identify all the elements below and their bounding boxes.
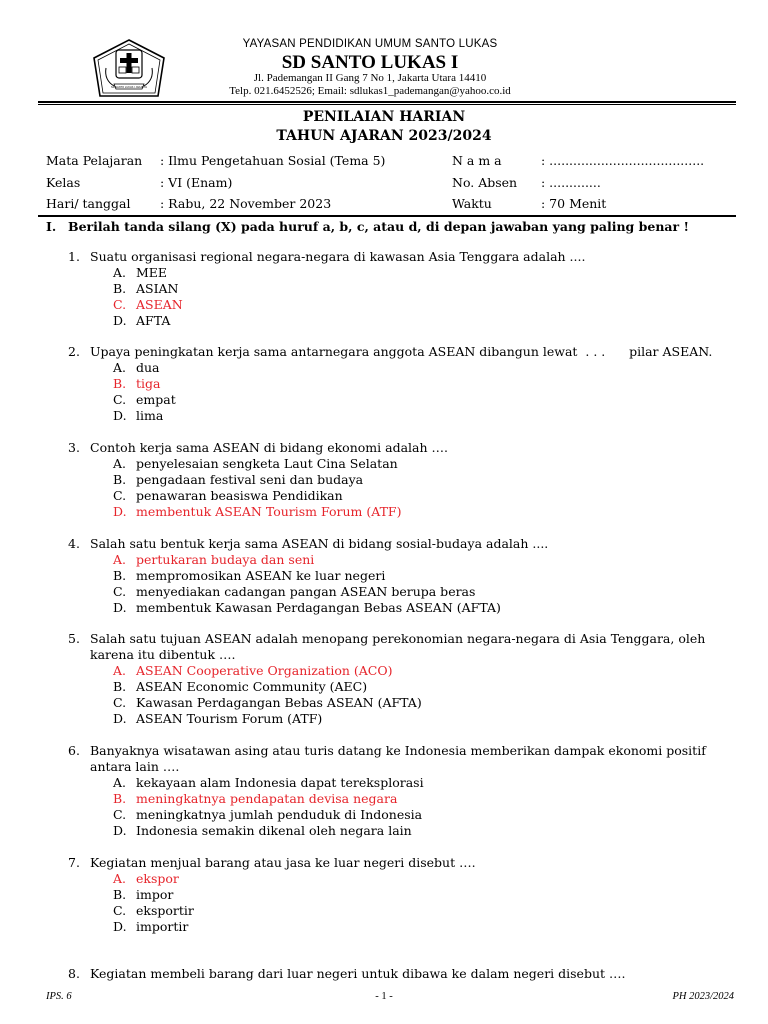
option-letter: C. xyxy=(113,392,127,407)
question-number: 6. xyxy=(68,743,80,758)
option-text: MEE xyxy=(136,265,168,280)
foundation-name: YAYASAN PENDIDIKAN UMUM SANTO LUKAS xyxy=(242,38,498,50)
question-number: 8. xyxy=(68,966,80,981)
option-text: eksportir xyxy=(136,903,194,918)
option-a-correct[interactable] xyxy=(68,663,736,679)
option-letter: D. xyxy=(113,711,127,726)
info-value-absence: : ............. xyxy=(541,175,601,190)
option-letter: D. xyxy=(113,600,127,615)
info-value-class: : VI (Enam) xyxy=(160,175,233,190)
question-number: 3. xyxy=(68,440,80,455)
option-text: penyelesaian sengketa Laut Cina Selatan xyxy=(136,456,398,471)
option-letter: D. xyxy=(113,408,127,423)
option-letter: C. xyxy=(113,903,127,918)
option-letter: B. xyxy=(113,281,127,296)
info-label-subject: Mata Pelajaran xyxy=(46,153,143,168)
option-a[interactable] xyxy=(68,265,736,281)
logo-text: SD SANTO LUKAS I JAKARTA xyxy=(110,86,148,89)
option-letter: D. xyxy=(113,313,127,328)
option-letter: C. xyxy=(113,807,127,822)
option-letter: B. xyxy=(113,791,127,806)
question-number: 2. xyxy=(68,344,80,359)
option-text: ASEAN Cooperative Organization (ACO) xyxy=(136,663,393,678)
footer-subject: IPS. 6 xyxy=(46,991,72,1002)
question-8 xyxy=(68,966,736,982)
option-text: AFTA xyxy=(136,313,171,328)
header-divider-thin xyxy=(38,104,736,105)
option-b-correct[interactable] xyxy=(68,376,736,392)
question-text: Salah satu tujuan ASEAN adalah menopang perekonomian negara-negara di Asia Tenggara, oleh karena itu dibentuk …. xyxy=(90,631,706,662)
question-text: Kegiatan membeli barang dari luar negeri untuk dibawa ke dalam negeri disebut …. xyxy=(90,966,626,981)
option-letter: B. xyxy=(113,472,127,487)
option-text: membentuk Kawasan Perdagangan Bebas ASEAN (AFTA) xyxy=(136,600,501,615)
option-c[interactable] xyxy=(68,807,736,823)
option-d-correct[interactable] xyxy=(68,504,736,520)
option-letter: D. xyxy=(113,919,127,934)
option-text: ASEAN Tourism Forum (ATF) xyxy=(136,711,323,726)
option-text: pengadaan festival seni dan budaya xyxy=(136,472,364,487)
page-number: - 1 - xyxy=(375,991,393,1002)
option-letter: B. xyxy=(113,679,127,694)
option-letter: A. xyxy=(113,360,127,375)
question-number: 7. xyxy=(68,855,80,870)
option-letter: A. xyxy=(113,456,127,471)
exam-title: PENILAIAN HARIAN xyxy=(302,109,466,125)
info-value-subject: : Ilmu Pengetahuan Sosial (Tema 5) xyxy=(160,153,386,168)
option-c[interactable] xyxy=(68,903,736,919)
option-d[interactable] xyxy=(68,711,736,727)
option-text: ASIAN xyxy=(136,281,179,296)
option-letter: B. xyxy=(113,568,127,583)
option-text: membentuk ASEAN Tourism Forum (ATF) xyxy=(136,504,402,519)
info-value-name: : ....................................... xyxy=(541,153,705,168)
question-6 xyxy=(68,743,736,839)
option-c[interactable] xyxy=(68,695,736,711)
question-number: 1. xyxy=(68,249,80,264)
option-text: Kawasan Perdagangan Bebas ASEAN (AFTA) xyxy=(136,695,422,710)
option-letter: B. xyxy=(113,887,127,902)
option-text: menyediakan cadangan pangan ASEAN berupa beras xyxy=(136,584,476,599)
option-text: pertukaran budaya dan seni xyxy=(136,552,315,567)
option-text: ekspor xyxy=(136,871,179,886)
option-text: ASEAN xyxy=(136,297,183,312)
option-letter: A. xyxy=(113,265,127,280)
question-number: 4. xyxy=(68,536,80,551)
option-letter: C. xyxy=(113,297,127,312)
option-text: meningkatnya jumlah penduduk di Indonesia xyxy=(136,807,423,822)
option-text: impor xyxy=(136,887,174,902)
option-letter: A. xyxy=(113,552,127,567)
option-b[interactable] xyxy=(68,472,736,488)
option-d[interactable] xyxy=(68,408,736,424)
school-contact: Telp. 021.6452526; Email: sdlukas1_pademangan@yahoo.co.id xyxy=(229,85,511,97)
question-text: Suatu organisasi regional negara-negara di kawasan Asia Tenggara adalah .... xyxy=(90,249,586,264)
option-text: importir xyxy=(136,919,189,934)
option-text: tiga xyxy=(136,376,161,391)
info-label-class: Kelas xyxy=(46,175,81,190)
question-text: Contoh kerja sama ASEAN di bidang ekonomi adalah …. xyxy=(90,440,448,455)
option-b[interactable] xyxy=(68,281,736,297)
option-a[interactable] xyxy=(68,775,736,791)
option-text: mempromosikan ASEAN ke luar negeri xyxy=(136,568,386,583)
option-text: penawaran beasiswa Pendidikan xyxy=(136,488,343,503)
school-year: TAHUN AJARAN 2023/2024 xyxy=(276,128,492,144)
info-label-time: Waktu xyxy=(452,196,492,211)
option-b[interactable] xyxy=(68,679,736,695)
option-text: meningkatnya pendapatan devisa negara xyxy=(136,791,398,806)
option-c[interactable] xyxy=(68,392,736,408)
school-address: Jl. Pademangan II Gang 7 No 1, Jakarta Utara 14410 xyxy=(253,72,487,84)
option-d[interactable] xyxy=(68,600,736,616)
question-text: Kegiatan menjual barang atau jasa ke luar negeri disebut …. xyxy=(90,855,476,870)
option-text: kekayaan alam Indonesia dapat tereksplorasi xyxy=(136,775,424,790)
option-letter: B. xyxy=(113,376,127,391)
option-text: ASEAN Economic Community (AEC) xyxy=(136,679,368,694)
option-text: dua xyxy=(136,360,160,375)
option-letter: C. xyxy=(113,488,127,503)
info-value-time: : 70 Menit xyxy=(541,196,607,211)
option-letter: C. xyxy=(113,695,127,710)
instruction-text: Berilah tanda silang (X) pada huruf a, b, c, atau d, di depan jawaban yang paling benar ! xyxy=(68,219,689,234)
instruction xyxy=(46,219,689,234)
option-a[interactable] xyxy=(68,360,736,376)
info-label-date: Hari/ tanggal xyxy=(46,196,131,211)
option-a-correct[interactable] xyxy=(68,871,736,887)
option-letter: A. xyxy=(113,775,127,790)
question-7 xyxy=(68,855,736,935)
option-d[interactable] xyxy=(68,823,736,839)
info-divider xyxy=(38,215,736,217)
info-value-date: : Rabu, 22 November 2023 xyxy=(160,196,332,211)
option-letter: A. xyxy=(113,663,127,678)
option-letter: D. xyxy=(113,823,127,838)
option-c[interactable] xyxy=(68,488,736,504)
instruction-number: I. xyxy=(46,219,57,234)
option-b[interactable] xyxy=(68,568,736,584)
info-label-absence: No. Absen xyxy=(452,175,518,190)
question-5 xyxy=(68,631,736,727)
option-text: Indonesia semakin dikenal oleh negara lain xyxy=(136,823,412,838)
question-text: Salah satu bentuk kerja sama ASEAN di bidang sosial-budaya adalah .... xyxy=(90,536,549,551)
header-divider-thick xyxy=(38,101,736,103)
option-d[interactable] xyxy=(68,919,736,935)
question-number: 5. xyxy=(68,631,80,646)
option-c-correct[interactable] xyxy=(68,297,736,313)
info-label-name: N a m a xyxy=(452,153,502,168)
option-a-correct[interactable] xyxy=(68,552,736,568)
question-2 xyxy=(68,344,736,424)
option-d[interactable] xyxy=(68,313,736,329)
option-c[interactable] xyxy=(68,584,736,600)
school-logo xyxy=(92,38,166,100)
option-letter: C. xyxy=(113,584,127,599)
option-b-correct[interactable] xyxy=(68,791,736,807)
option-text: lima xyxy=(136,408,164,423)
option-b[interactable] xyxy=(68,887,736,903)
question-3 xyxy=(68,440,736,520)
option-text: empat xyxy=(136,392,176,407)
option-letter: A. xyxy=(113,871,127,886)
option-letter: D. xyxy=(113,504,127,519)
question-4 xyxy=(68,536,736,616)
option-a[interactable] xyxy=(68,456,736,472)
question-text: Upaya peningkatan kerja sama antarnegara anggota ASEAN dibangun lewat . . . pilar ASEAN. xyxy=(90,344,713,359)
school-name: SD SANTO LUKAS I xyxy=(281,52,459,73)
question-1 xyxy=(68,249,736,329)
footer-code: PH 2023/2024 xyxy=(672,991,734,1002)
question-text: Banyaknya wisatawan asing atau turis datang ke Indonesia memberikan dampak ekonomi positif antara lain …. xyxy=(90,743,706,774)
